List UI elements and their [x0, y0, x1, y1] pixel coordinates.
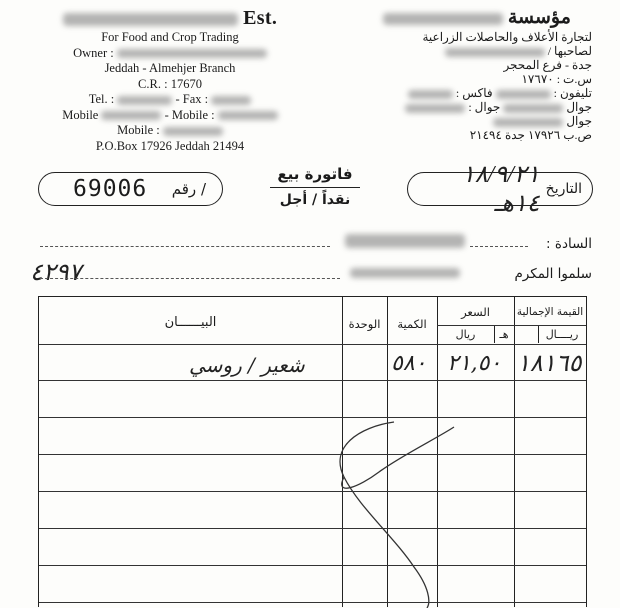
recipient-dotted-line-left: [40, 246, 330, 247]
header-total: القيمة الإجمالية: [516, 306, 584, 318]
header-unit: الوحدة: [348, 317, 381, 331]
invoice-title-block: [260, 165, 370, 208]
title-divider: [270, 187, 360, 188]
row-line-5: [39, 528, 586, 529]
branch-en: Jeddah - Almehjer Branch: [104, 61, 236, 75]
received-label: سلموا المكرم: [514, 266, 592, 282]
invoice-subtitle: نقداً / أجل: [279, 192, 351, 208]
cr-en: C.R. : 17670: [138, 76, 202, 91]
tagline-ar: لتجارة الأعلاف والحاصلات الزراعية: [422, 30, 592, 44]
arabic-header: [362, 6, 592, 142]
redacted-mobile-ar: [503, 104, 563, 113]
pobox-ar: ص.ب ١٧٩٢٦ جدة ٢١٤٩٤: [469, 128, 592, 142]
mobile-line2-en: Mobile :: [30, 123, 310, 139]
redacted-mobile3-ar: [493, 118, 563, 127]
redacted-company-name: [63, 13, 238, 26]
owner-line-ar: لصاحبها /: [362, 44, 592, 58]
invoice-title: فاتورة بيع: [277, 165, 353, 183]
header-price: السعر: [461, 305, 490, 319]
header-bottom-line: [39, 344, 586, 345]
owner-line-en: Owner :: [30, 46, 310, 62]
mobile-line-en: Mobile - Mobile :: [30, 108, 310, 124]
row1-total: ١٨١٦٥: [517, 349, 582, 377]
row-line-3: [39, 454, 586, 455]
invoice-number: 69006: [73, 176, 148, 202]
redacted-mobile: [101, 111, 161, 120]
header-quantity: الكمية: [397, 317, 427, 331]
mobile-line2-ar: جوال: [362, 114, 592, 128]
header-price-riyal: ريال: [455, 328, 476, 341]
redacted-phone-ar: [496, 90, 551, 99]
redacted-received: [350, 268, 460, 278]
row-line-7: [39, 602, 586, 603]
tagline-en: For Food and Crop Trading: [101, 30, 239, 44]
handwritten-code: ٤٢٩٧: [30, 258, 82, 286]
recipient-dotted-line-right: [470, 246, 528, 247]
redacted-owner-ar: [445, 48, 545, 57]
redacted-fax-ar: [408, 90, 453, 99]
cr-ar: س.ت : ١٧٦٧٠: [521, 72, 592, 86]
header-total-riyal: ريــــال: [545, 328, 579, 341]
company-name-en: Est.: [30, 6, 310, 30]
date-value: ١٨/٩/٢١ ١٤هـ: [461, 162, 540, 217]
redacted-owner: [117, 49, 267, 58]
branch-ar: جدة - فرع المحجر: [503, 58, 592, 72]
row-line-2: [39, 417, 586, 418]
row-line-6: [39, 565, 586, 566]
row1-description: شعير / روسي: [189, 353, 305, 377]
invoice-date-box: [407, 162, 593, 217]
mobile-line-ar: جوال جوال :: [362, 100, 592, 114]
date-label: التاريخ: [545, 181, 582, 197]
redacted-mobile3: [163, 127, 223, 136]
pobox-en: P.O.Box 17926 Jeddah 21494: [95, 138, 245, 153]
header-description: البيــــــان: [164, 315, 217, 330]
redacted-company-name-ar: [383, 13, 503, 25]
invoice-number-label: رقم /: [171, 180, 206, 198]
header-mid-line: [437, 325, 586, 326]
redacted-fax: [211, 96, 251, 105]
recipient-label: السادة :: [546, 236, 592, 252]
redacted-mobile2-ar: [405, 104, 465, 113]
items-table: [38, 296, 587, 607]
row1-quantity: ٥٨٠: [391, 351, 427, 376]
row-line-1: [39, 380, 586, 381]
phone-line-ar: تليفون : فاكس :: [362, 86, 592, 100]
row-line-4: [39, 491, 586, 492]
cancel-scribble-icon: [319, 417, 459, 608]
tel-fax-en: Tel. : - Fax :: [30, 92, 310, 108]
received-dotted-line: [40, 278, 340, 279]
english-header: [30, 6, 310, 154]
invoice-number-box: [38, 172, 223, 206]
company-name-ar: مؤسسة: [362, 6, 592, 30]
redacted-tel: [117, 96, 172, 105]
redacted-mobile2: [218, 111, 278, 120]
row1-price: ٢١,٥٠: [447, 351, 502, 376]
redacted-recipient: [345, 234, 465, 248]
header-price-halala: هـ: [499, 328, 509, 341]
